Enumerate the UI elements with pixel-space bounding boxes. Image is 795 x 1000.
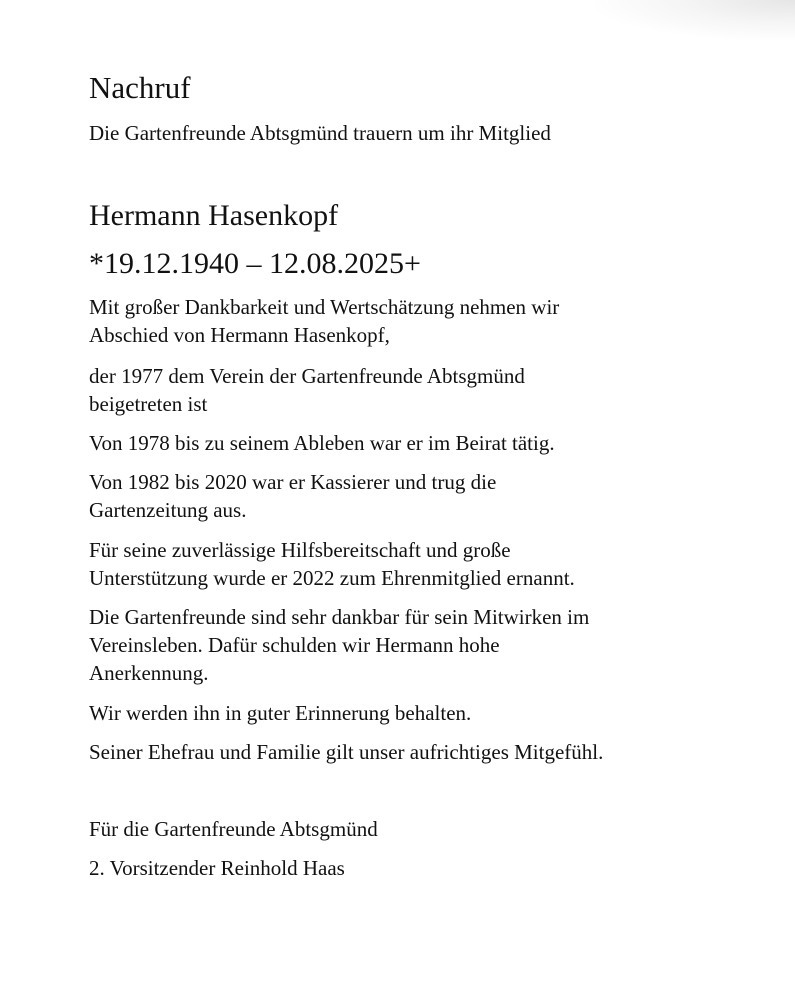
paragraph-memory: Wir werden ihn in guter Erinnerung behalten.: [89, 701, 472, 725]
paragraph-condolences: Seiner Ehefrau und Familie gilt unser aufrichtiges Mitgefühl.: [89, 740, 604, 764]
paragraph-membership: der 1977 dem Verein der Gartenfreunde Abtsgmünd beigetreten ist: [89, 364, 525, 416]
signature-signer: 2. Vorsitzender Reinhold Haas: [89, 856, 345, 880]
deceased-name: Hermann Hasenkopf: [89, 199, 339, 232]
signature-organization: Für die Gartenfreunde Abtsgmünd: [89, 817, 378, 841]
document-title: Nachruf: [89, 70, 191, 105]
paragraph-gratitude: Mit großer Dankbarkeit und Wertschätzung nehmen wir Abschied von Hermann Hasenkopf,: [89, 295, 560, 347]
paragraph-treasurer: Von 1982 bis 2020 war er Kassierer und trug die Gartenzeitung aus.: [89, 470, 497, 522]
life-dates: *19.12.1940 – 12.08.2025+: [89, 247, 421, 280]
paragraph-honorary-member: Für seine zuverlässige Hilfsbereitschaft und große Unterstützung wurde er 2022 zum Ehrenmitglied ernannt.: [89, 538, 575, 590]
paragraph-advisory-board: Von 1978 bis zu seinem Ableben war er im Beirat tätig.: [89, 431, 555, 455]
paragraph-thanks: Die Gartenfreunde sind sehr dankbar für sein Mitwirken im Vereinsleben. Dafür schulden wir Hermann hohe Anerkennung.: [89, 605, 590, 685]
page-corner-shadow: [595, 0, 795, 40]
intro-line: Die Gartenfreunde Abtsgmünd trauern um ihr Mitglied: [89, 121, 551, 145]
